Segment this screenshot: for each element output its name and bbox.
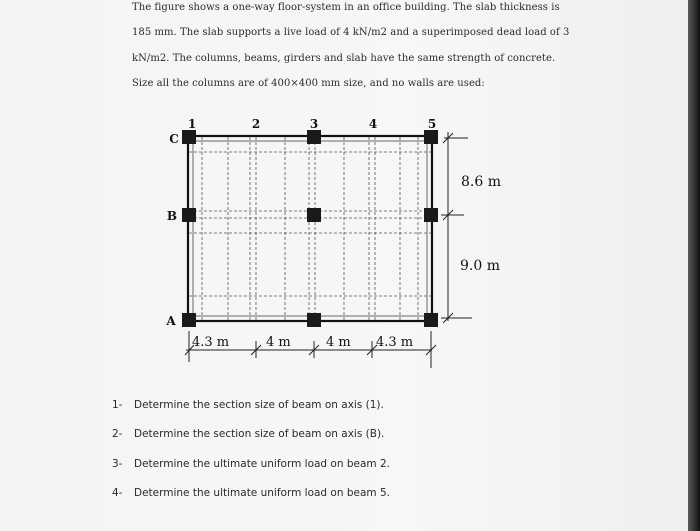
question-item <box>112 399 384 411</box>
column <box>307 208 321 222</box>
vertical-dimension <box>441 132 472 323</box>
slab-outline <box>188 136 432 321</box>
span-2-3: 4 m <box>266 335 291 350</box>
question-item <box>112 458 390 470</box>
column <box>182 208 196 222</box>
axis-label-2: 2 <box>251 117 261 131</box>
dimension-8-6m: 8.6 m <box>461 174 501 190</box>
column <box>182 313 196 327</box>
statement-line: 185 mm. The slab supports a live load of 4 kN/m2 and a superimposed dead load of 3 <box>132 27 570 38</box>
question-text: Determine the section size of beam on axis (B). <box>134 428 385 440</box>
axis-label-4: 4 <box>368 117 378 131</box>
column <box>424 313 438 327</box>
span-4-5: 4.3 m <box>376 335 414 350</box>
question-text: Determine the ultimate uniform load on beam 5. <box>134 487 390 499</box>
column <box>424 130 438 144</box>
question-item <box>112 487 390 499</box>
statement-line: kN/m2. The columns, beams, girders and slab have the same strength of concrete. <box>132 53 556 64</box>
question-number: 3- <box>112 458 123 470</box>
axis-label-3: 3 <box>309 117 319 131</box>
column <box>307 313 321 327</box>
axis-label-5: 5 <box>427 117 437 131</box>
dashed-beams <box>189 137 431 320</box>
column <box>182 130 196 144</box>
question-text: Determine the section size of beam on axis (1). <box>134 399 384 411</box>
axis-label-C: C <box>169 132 179 146</box>
column <box>424 208 438 222</box>
question-text: Determine the ultimate uniform load on beam 2. <box>134 458 390 470</box>
question-number: 1- <box>112 399 123 411</box>
dimension-9-0m: 9.0 m <box>460 258 500 274</box>
question-number: 2- <box>112 428 123 440</box>
statement-line: Size all the columns are of 400×400 mm size, and no walls are used: <box>132 78 485 89</box>
axis-label-A: A <box>166 314 176 328</box>
span-3-4: 4 m <box>326 335 351 350</box>
question-number: 4- <box>112 487 123 499</box>
column <box>307 130 321 144</box>
axis-label-B: B <box>166 209 178 223</box>
axis-label-1: 1 <box>187 117 197 131</box>
question-item <box>112 428 384 440</box>
statement-line: The figure shows a one-way floor-system in an office building. The slab thickness is <box>132 2 560 13</box>
span-1-2: 4.3 m <box>192 335 230 350</box>
